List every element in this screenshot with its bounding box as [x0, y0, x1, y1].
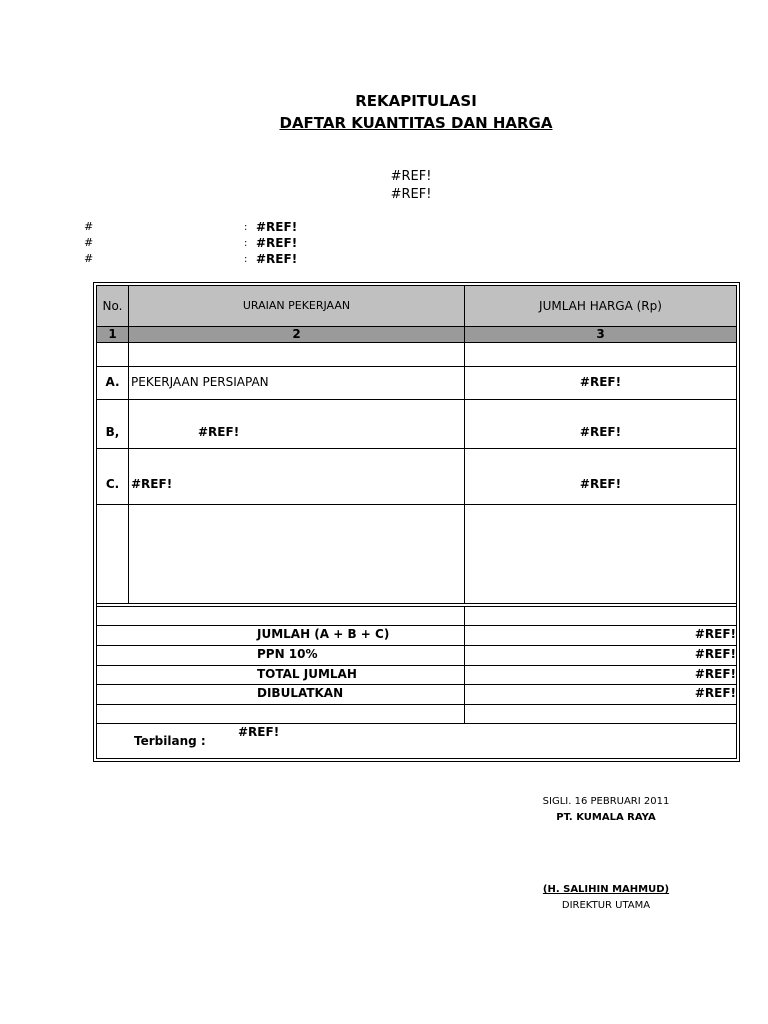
table-line [96, 723, 737, 724]
column-number-1: 1 [108, 327, 117, 341]
info-value: #REF! [256, 252, 298, 266]
table-line [96, 603, 737, 604]
table-line [96, 704, 737, 705]
info-hash: # [84, 236, 94, 249]
table-line [96, 606, 737, 607]
table-line [96, 399, 737, 400]
table-line [96, 504, 737, 505]
row-amount: #REF! [579, 477, 622, 491]
column-header-no: No. [102, 299, 123, 313]
summary-label: JUMLAH (A + B + C) [257, 627, 390, 641]
summary-value: #REF! [694, 627, 736, 641]
info-value: #REF! [256, 236, 298, 250]
row-amount: #REF! [579, 425, 622, 439]
row-no: B, [105, 425, 120, 439]
column-header-description: URAIAN PEKERJAAN [242, 299, 351, 312]
summary-label: PPN 10% [257, 647, 318, 661]
table-line [464, 606, 465, 724]
info-hash: # [84, 252, 94, 265]
signature-name: (H. SALIHIN MAHMUD) [542, 884, 670, 895]
table-line [96, 625, 737, 626]
info-colon: : [244, 254, 248, 265]
summary-value: #REF! [694, 667, 736, 681]
info-colon: : [244, 222, 248, 233]
row-amount: #REF! [579, 375, 622, 389]
row-description: #REF! [131, 477, 173, 491]
table-line [96, 448, 737, 449]
summary-label: TOTAL JUMLAH [257, 667, 357, 681]
column-header-amount: JUMLAH HARGA (Rp) [539, 299, 662, 313]
column-number-2: 2 [292, 327, 301, 341]
summary-label: DIBULATKAN [257, 686, 344, 700]
row-description: PEKERJAAN PERSIAPAN [131, 375, 269, 389]
terbilang-label: Terbilang : [134, 734, 206, 748]
info-colon: : [244, 238, 248, 249]
table-line [96, 665, 737, 666]
document-subtitle: DAFTAR KUANTITAS DAN HARGA [279, 114, 553, 132]
row-no: A. [105, 375, 120, 389]
summary-value: #REF! [694, 647, 736, 661]
summary-value: #REF! [694, 686, 736, 700]
signature-position: DIREKTUR UTAMA [561, 900, 651, 911]
document-title: REKAPITULASI [355, 92, 477, 110]
table-line [96, 342, 737, 343]
row-no: C. [105, 477, 120, 491]
table-line [96, 645, 737, 646]
table-line [96, 366, 737, 367]
info-hash: # [84, 220, 94, 233]
ref-line-1: #REF! [390, 169, 432, 184]
table-line [96, 684, 737, 685]
info-value: #REF! [256, 220, 298, 234]
terbilang-value: #REF! [238, 725, 280, 739]
row-description: #REF! [198, 425, 240, 439]
signature-place-date: SIGLI. 16 PEBRUARI 2011 [542, 796, 670, 807]
ref-line-2: #REF! [390, 187, 432, 202]
column-number-3: 3 [596, 327, 605, 341]
signature-company: PT. KUMALA RAYA [556, 812, 656, 823]
